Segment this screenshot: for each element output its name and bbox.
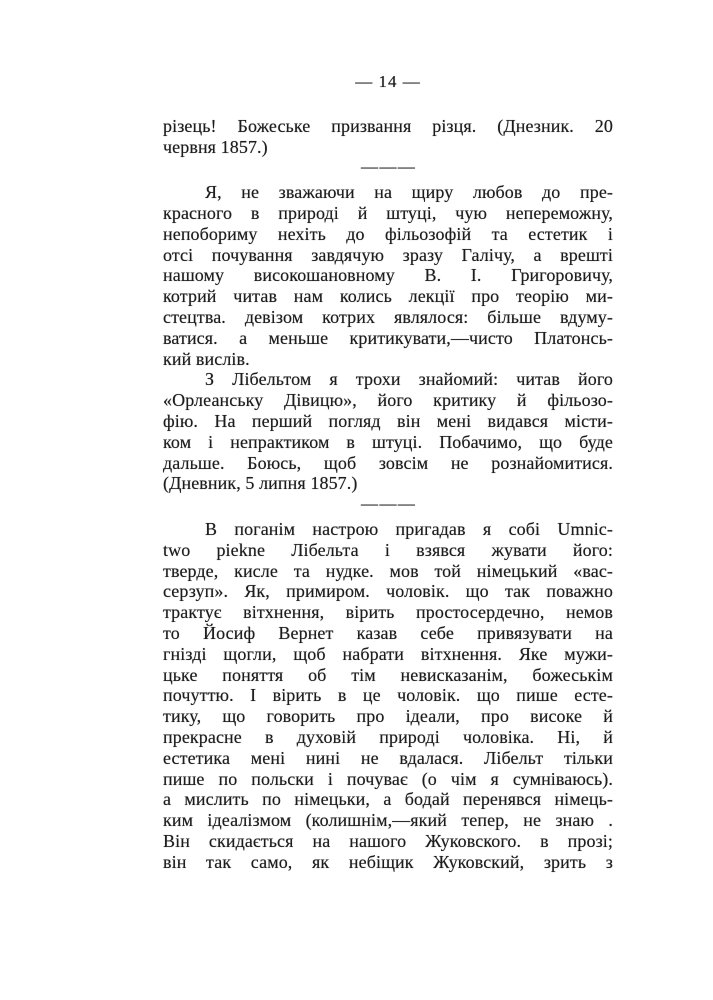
paragraph [163,182,613,369]
text-line: отсі почування завдячую зразу Галічу, а врешті [163,244,613,265]
text-line: Я, не зважаючи на щиру любов до пре- [205,182,613,203]
text-line: котрий читав нам колись лекції про теорію ми- [163,286,613,307]
text-line: червня 1857.) [163,136,268,157]
text-line: two piekne Лібельта і взявся жувати його: [163,539,613,560]
section-divider: — — — [361,494,415,514]
text-line: непобориму нехіть до фільозофій та естетик і [163,223,613,244]
text-line: він так само, як небіщик Жуковский, зрить з [163,851,613,872]
text-line: «Орлеанську Дівицю», його критику й фільозо- [163,390,613,411]
text-line: кий вислів. [163,348,250,369]
text-line: нашому високошановному В. І. Григоровичу, [163,265,613,286]
text-line: З Лібельтом я трохи знайомий: читав його [205,369,613,390]
text-line: гнізді щогли, щоб набрати вітхнення. Яке мужи- [163,643,613,664]
text-line: прекрасне в духовій природі чоловіка. Ні, й [163,726,613,747]
text-block [163,72,613,872]
paragraph [163,369,613,494]
page-number: — 14 — [355,72,421,91]
text-line: В поганім настрою пригадав я собі Umnic- [205,518,613,539]
text-line: ком і непрактиком в штуці. Побачимо, що буде [163,431,613,452]
paragraph [163,116,613,158]
text-line: фію. На перший погляд він мені видався місти- [163,410,613,431]
text-line: почуттю. І вірить в це чоловік. що пише есте- [163,685,613,706]
text-line: тверде, кисле та нудке. мов той німецький «вас- [163,560,613,581]
text-line: тику, що говорить про ідеали, про високе й [163,706,613,727]
section-divider: — — — [361,157,415,177]
text-line: ватися. а меньше критикувати,—чисто Платонсь- [163,327,613,348]
text-line: трактує вітхнення, вірить простосердечно, немов [163,602,613,623]
text-line: ким ідеалізмом (колишнім,—який тепер, не знаю . [163,810,613,831]
text-line: різець! Божеське призвання різця. (Днезник. 20 [163,115,613,136]
text-line: цьке поняття об тім невисказанім, божеськім [163,664,613,685]
text-line: (Дневник, 5 липня 1857.) [163,473,358,494]
text-line: пише по польски і почуває (о чім я сумніваюсь). [163,768,613,789]
paragraph [163,519,613,873]
text-line: естетика мені нині не вдалася. Лібельт тільки [163,747,613,768]
text-line: красного в природі й штуці, чую непереможну, [163,202,613,223]
text-line: серзуп». Як, примиром. чоловік. що так поважно [163,581,613,602]
text-line: то Йосиф Вернет казав себе привязувати на [163,622,613,643]
text-line: а мислить по німецьки, а бодай перенявся німець- [163,789,613,810]
text-line: стецтва. девізом котрих являлося: більше вдуму- [163,306,613,327]
text-line: Він скидається на нашого Жуковского. в прозі; [163,830,613,851]
text-line: дальше. Боюсь, щоб зовсім не рознайомитися. [163,452,613,473]
